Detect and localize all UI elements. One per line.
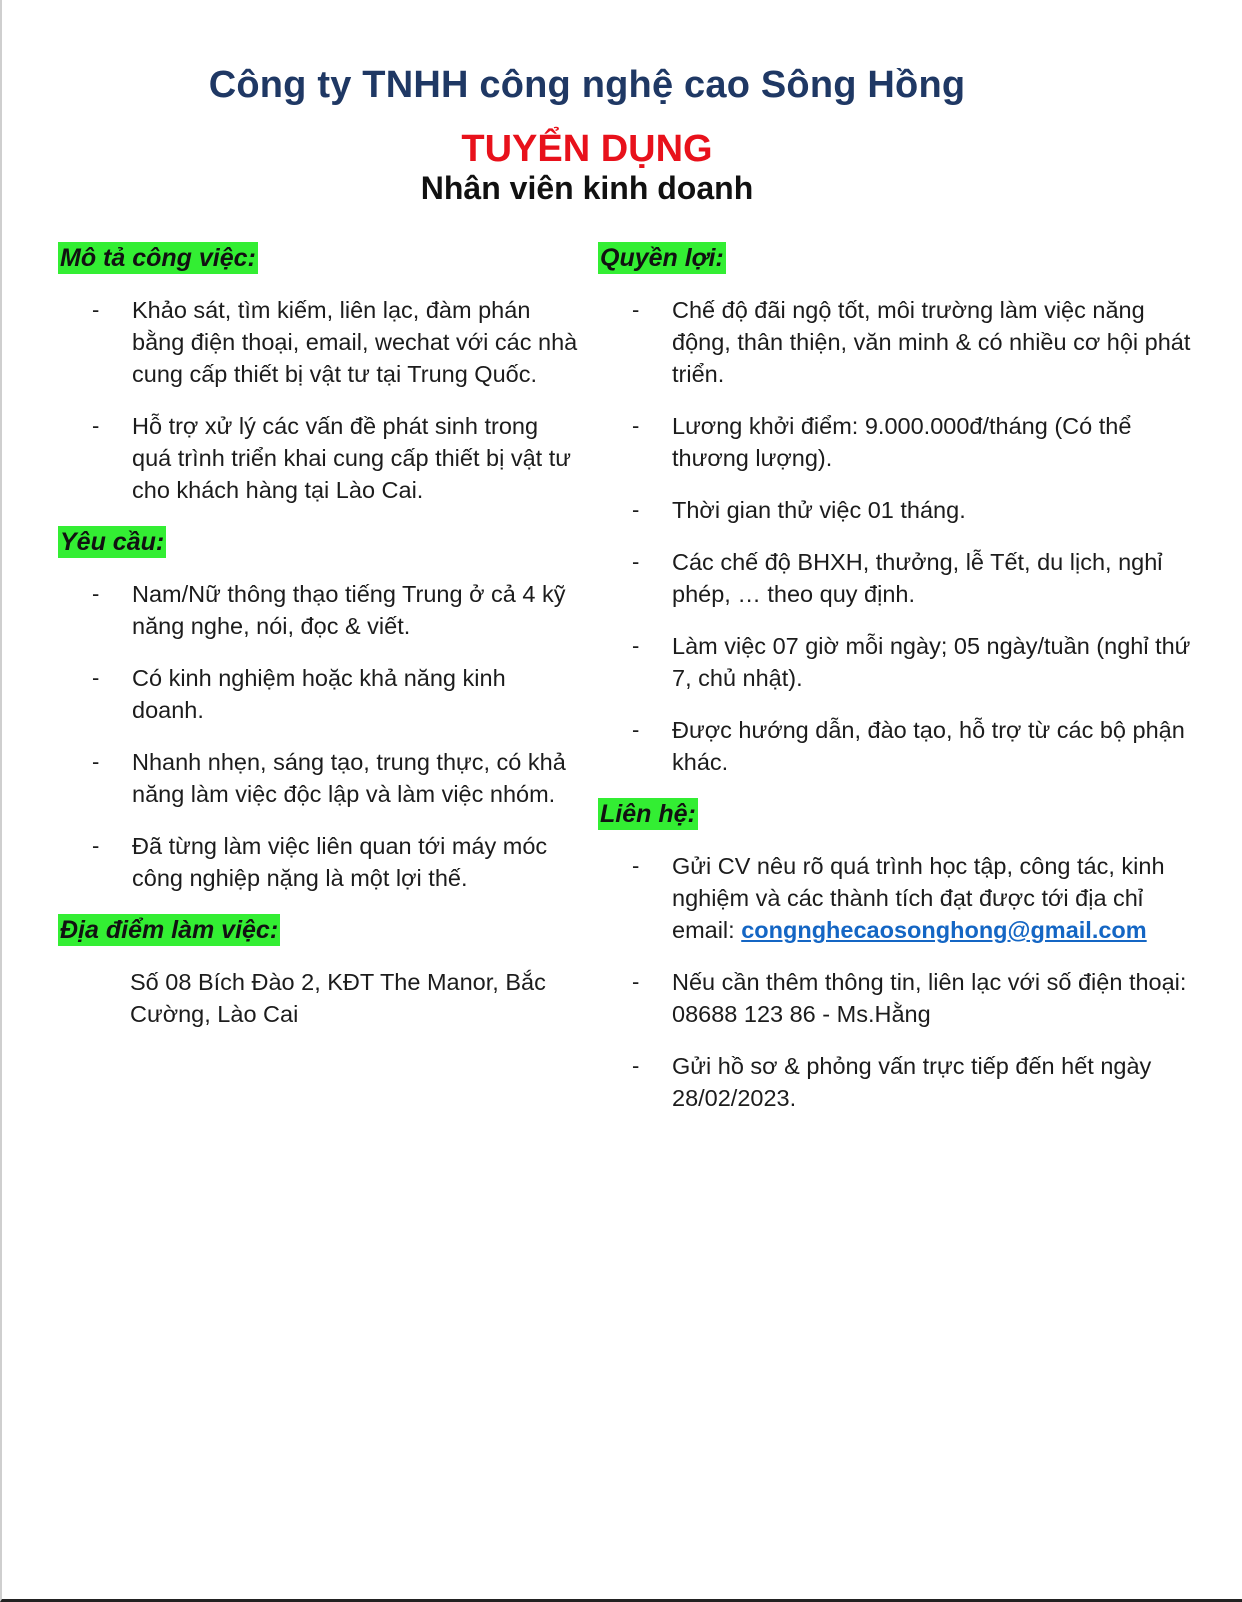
- list-item-text: Nam/Nữ thông thạo tiếng Trung ở cả 4 kỹ năng nghe, nói, đọc & viết.: [132, 581, 566, 639]
- list-item-text: Lương khởi điểm: 9.000.000đ/tháng (Có thể thương lượng).: [672, 413, 1132, 471]
- right-column: [598, 242, 1198, 1134]
- email-link[interactable]: congnghecaosonghong@gmail.com: [741, 917, 1147, 943]
- list-item: [58, 294, 578, 390]
- list-item: [598, 494, 1198, 526]
- dash-bullet: -: [632, 549, 640, 574]
- list-item-text: Nhanh nhẹn, sáng tạo, trung thực, có khả năng làm việc độc lập và làm việc nhóm.: [132, 749, 566, 807]
- benefits-list: [598, 294, 1198, 778]
- contact-list: [598, 850, 1198, 1114]
- list-item-text: Thời gian thử việc 01 tháng.: [672, 497, 966, 523]
- dash-bullet: -: [92, 581, 100, 606]
- list-item: [58, 830, 578, 894]
- list-item-text: Chế độ đãi ngộ tốt, môi trường làm việc năng động, thân thiện, văn minh & có nhiều cơ hội phát triển.: [672, 297, 1191, 387]
- dash-bullet: -: [632, 969, 640, 994]
- list-item: [598, 546, 1198, 610]
- dash-bullet: -: [632, 297, 640, 322]
- list-item-text: Hỗ trợ xử lý các vấn đề phát sinh trong quá trình triển khai cung cấp thiết bị vật tư cho khách hàng tại Lào Cai.: [132, 413, 571, 503]
- dash-bullet: -: [632, 853, 640, 878]
- list-item: [58, 410, 578, 506]
- dash-bullet: -: [92, 413, 100, 438]
- list-item: [58, 578, 578, 642]
- dash-bullet: -: [632, 497, 640, 522]
- dash-bullet: -: [92, 833, 100, 858]
- job-description-heading: Mô tả công việc:: [60, 244, 256, 272]
- list-item: [598, 294, 1198, 390]
- list-item: [58, 746, 578, 810]
- recruitment-headline: TUYỂN DỤNG: [461, 128, 713, 170]
- list-item: [598, 966, 1198, 1030]
- company-name: Công ty TNHH công nghệ cao Sông Hồng: [208, 64, 966, 106]
- list-item: [58, 662, 578, 726]
- list-item-text: Có kinh nghiệm hoặc khả năng kinh doanh.: [132, 665, 506, 723]
- dash-bullet: -: [632, 633, 640, 658]
- benefits-heading: Quyền lợi:: [600, 244, 724, 272]
- job-position: Nhân viên kinh doanh: [420, 170, 754, 206]
- contact-heading: Liên hệ:: [600, 800, 696, 828]
- contact-cv-text: Gửi CV nêu rõ quá trình học tập, công tác, kinh nghiệm và các thành tích đạt được tới địa chỉ email:: [672, 853, 1165, 943]
- dash-bullet: -: [92, 665, 100, 690]
- dash-bullet: -: [632, 717, 640, 742]
- list-item-text: Các chế độ BHXH, thưởng, lễ Tết, du lịch, nghỉ phép, … theo quy định.: [672, 549, 1163, 607]
- dash-bullet: -: [92, 297, 100, 322]
- requirements-list: [58, 578, 578, 894]
- list-item-text: Làm việc 07 giờ mỗi ngày; 05 ngày/tuần (nghỉ thứ 7, chủ nhật).: [672, 633, 1191, 691]
- dash-bullet: -: [632, 413, 640, 438]
- list-item: [598, 850, 1198, 946]
- contact-deadline-text: Gửi hồ sơ & phỏng vấn trực tiếp đến hết ngày 28/02/2023.: [672, 1053, 1152, 1111]
- job-description-list: [58, 294, 578, 506]
- list-item-text: Đã từng làm việc liên quan tới máy móc công nghiệp nặng là một lợi thế.: [132, 833, 548, 891]
- requirements-heading: Yêu cầu:: [60, 528, 165, 556]
- list-item-text: Được hướng dẫn, đào tạo, hỗ trợ từ các bộ phận khác.: [672, 717, 1185, 775]
- contact-phone-text: Nếu cần thêm thông tin, liên lạc với số điện thoại: 08688 123 86 - Ms.Hằng: [672, 969, 1187, 1027]
- left-column: [58, 242, 578, 1030]
- list-item: [598, 714, 1198, 778]
- list-item-text: Khảo sát, tìm kiếm, liên lạc, đàm phán bằng điện thoại, email, wechat với các nhà cung cấp thiết bị vật tư tại Trung Quốc.: [132, 297, 578, 387]
- list-item: [598, 410, 1198, 474]
- list-item: [598, 1050, 1198, 1114]
- workplace-address: Số 08 Bích Đào 2, KĐT The Manor, Bắc Cường, Lào Cai: [130, 969, 546, 1027]
- workplace-heading: Địa điểm làm việc:: [60, 916, 279, 944]
- dash-bullet: -: [92, 749, 100, 774]
- list-item: [598, 630, 1198, 694]
- dash-bullet: -: [632, 1053, 640, 1078]
